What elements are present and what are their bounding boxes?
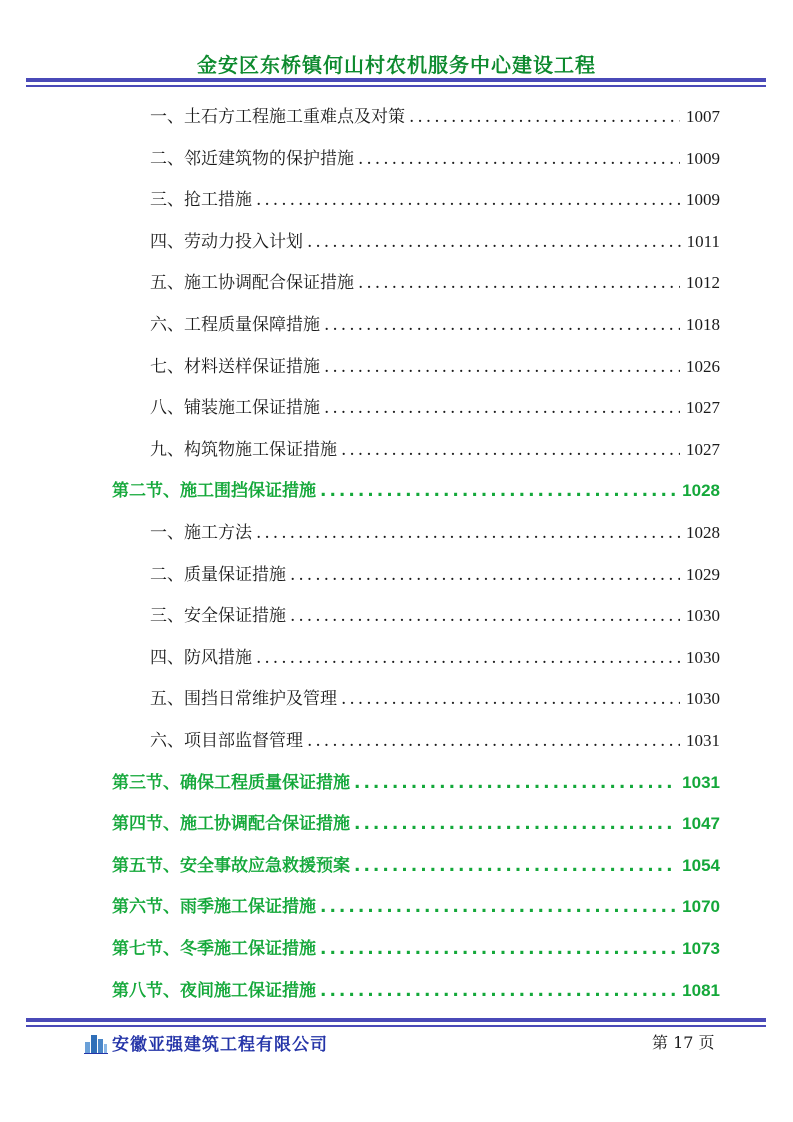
toc-section-entry bbox=[112, 809, 720, 839]
footer-rule-thin bbox=[26, 1025, 766, 1027]
building-logo-icon bbox=[84, 1032, 108, 1054]
toc-dot-leader bbox=[341, 684, 680, 714]
toc-entry-page: 1054 bbox=[682, 855, 720, 875]
company-name: 安徽亚强建筑工程有限公司 bbox=[112, 1035, 328, 1055]
toc-dot-leader bbox=[320, 476, 676, 506]
toc-dot-leader bbox=[320, 934, 676, 964]
toc-entry-page: 1007 bbox=[686, 107, 720, 126]
toc-subsection-entry bbox=[150, 518, 720, 548]
toc-entry-page: 1026 bbox=[686, 356, 720, 376]
toc-entry-label: 二、质量保证措施 bbox=[150, 564, 286, 585]
toc-dot-leader bbox=[290, 560, 680, 590]
toc-dot-leader bbox=[409, 102, 680, 132]
toc-entry-label: 一、施工方法 bbox=[150, 523, 252, 543]
toc-entry-page: 1030 bbox=[686, 647, 720, 667]
toc-section-entry bbox=[112, 976, 720, 1006]
toc-subsection-entry bbox=[150, 185, 720, 215]
toc-subsection-entry bbox=[150, 144, 720, 174]
toc-subsection-entry bbox=[150, 643, 720, 673]
toc-dot-leader bbox=[290, 601, 680, 631]
toc-entry-page: 1030 bbox=[686, 689, 720, 709]
toc-entry-label: 四、防风措施 bbox=[150, 647, 252, 668]
toc-subsection-entry bbox=[150, 352, 720, 382]
page-footer bbox=[0, 1018, 793, 1068]
header-rule-thick bbox=[26, 78, 766, 82]
toc-dot-leader bbox=[358, 268, 680, 298]
toc-entry-page: 1012 bbox=[686, 273, 720, 293]
toc-entry-label: 第七节、冬季施工保证措施 bbox=[112, 939, 316, 959]
toc-subsection-entry bbox=[150, 726, 720, 756]
toc-entry-page: 1070 bbox=[682, 897, 720, 917]
toc-entry-page: 1073 bbox=[682, 939, 720, 958]
toc-entry-label: 八、铺装施工保证措施 bbox=[150, 398, 320, 419]
toc-entry-page: 1027 bbox=[686, 439, 720, 459]
toc-dot-leader bbox=[320, 976, 676, 1006]
toc-entry-page: 1009 bbox=[686, 190, 720, 210]
toc-entry-page: 1011 bbox=[686, 231, 720, 251]
toc-subsection-entry bbox=[150, 560, 720, 590]
toc-entry-label: 第三节、确保工程质量保证措施 bbox=[112, 772, 350, 793]
toc-entry-label: 五、围挡日常维护及管理 bbox=[150, 689, 337, 710]
toc-entry-label: 七、材料送样保证措施 bbox=[150, 356, 320, 377]
toc-dot-leader bbox=[358, 144, 680, 174]
toc-section-entry bbox=[112, 476, 720, 506]
page-number: 第 17 页 bbox=[652, 1033, 715, 1052]
toc-dot-leader bbox=[324, 310, 680, 340]
header-title: 金安区东桥镇何山村农机服务中心建设工程 bbox=[197, 53, 596, 77]
toc-dot-leader bbox=[354, 851, 676, 881]
header-rule-thin bbox=[26, 85, 766, 87]
toc-subsection-entry bbox=[150, 102, 720, 132]
toc-entry-page: 1028 bbox=[686, 523, 720, 542]
toc-dot-leader bbox=[341, 435, 680, 465]
toc-subsection-entry bbox=[150, 268, 720, 298]
toc-entry-label: 二、邻近建筑物的保护措施 bbox=[150, 148, 354, 169]
toc-dot-leader bbox=[256, 518, 680, 548]
toc-subsection-entry bbox=[150, 601, 720, 631]
toc-entry-page: 1029 bbox=[686, 564, 720, 584]
toc-section-entry bbox=[112, 934, 720, 964]
toc-section-entry bbox=[112, 851, 720, 881]
toc-entry-label: 三、安全保证措施 bbox=[150, 606, 286, 627]
toc-subsection-entry bbox=[150, 684, 720, 714]
toc-entry-label: 第六节、雨季施工保证措施 bbox=[112, 897, 316, 918]
toc-entry-page: 1031 bbox=[686, 731, 720, 750]
toc-section-entry bbox=[112, 892, 720, 922]
toc-entry-label: 五、施工协调配合保证措施 bbox=[150, 273, 354, 294]
toc-entry-label: 第五节、安全事故应急救援预案 bbox=[112, 855, 350, 876]
toc-entry-label: 第四节、施工协调配合保证措施 bbox=[112, 814, 350, 835]
toc-entry-label: 六、项目部监督管理 bbox=[150, 731, 303, 751]
toc-dot-leader bbox=[256, 185, 680, 215]
toc-entry-page: 1081 bbox=[682, 980, 720, 1000]
page-header bbox=[0, 0, 793, 92]
toc-entry-label: 三、抢工措施 bbox=[150, 190, 252, 211]
toc-section-entry bbox=[112, 768, 720, 798]
toc-entry-label: 第八节、夜间施工保证措施 bbox=[112, 980, 316, 1001]
toc-dot-leader bbox=[256, 643, 680, 673]
toc-entry-page: 1047 bbox=[682, 814, 720, 834]
toc-subsection-entry bbox=[150, 310, 720, 340]
toc-subsection-entry bbox=[150, 435, 720, 465]
toc-dot-leader bbox=[307, 227, 681, 257]
toc-entry-page: 1009 bbox=[686, 148, 720, 168]
toc-entry-page: 1028 bbox=[682, 481, 720, 501]
toc-entry-label: 第二节、施工围挡保证措施 bbox=[112, 481, 316, 502]
toc-dot-leader bbox=[354, 768, 676, 798]
toc-dot-leader bbox=[324, 352, 680, 382]
toc-dot-leader bbox=[307, 726, 680, 756]
toc-subsection-entry bbox=[150, 393, 720, 423]
toc-entry-label: 九、构筑物施工保证措施 bbox=[150, 439, 337, 460]
toc-dot-leader bbox=[324, 393, 680, 423]
toc-entry-label: 一、土石方工程施工重难点及对策 bbox=[150, 107, 405, 127]
toc-entry-page: 1030 bbox=[686, 606, 720, 626]
toc-entry-label: 四、劳动力投入计划 bbox=[150, 231, 303, 252]
toc-entry-page: 1027 bbox=[686, 398, 720, 418]
toc-dot-leader bbox=[354, 809, 676, 839]
toc-entry-page: 1018 bbox=[686, 315, 720, 334]
toc-entry-page: 1031 bbox=[682, 772, 720, 792]
toc-entry-label: 六、工程质量保障措施 bbox=[150, 315, 320, 335]
footer-rule-thick bbox=[26, 1018, 766, 1022]
toc-dot-leader bbox=[320, 892, 676, 922]
toc-subsection-entry bbox=[150, 227, 720, 257]
